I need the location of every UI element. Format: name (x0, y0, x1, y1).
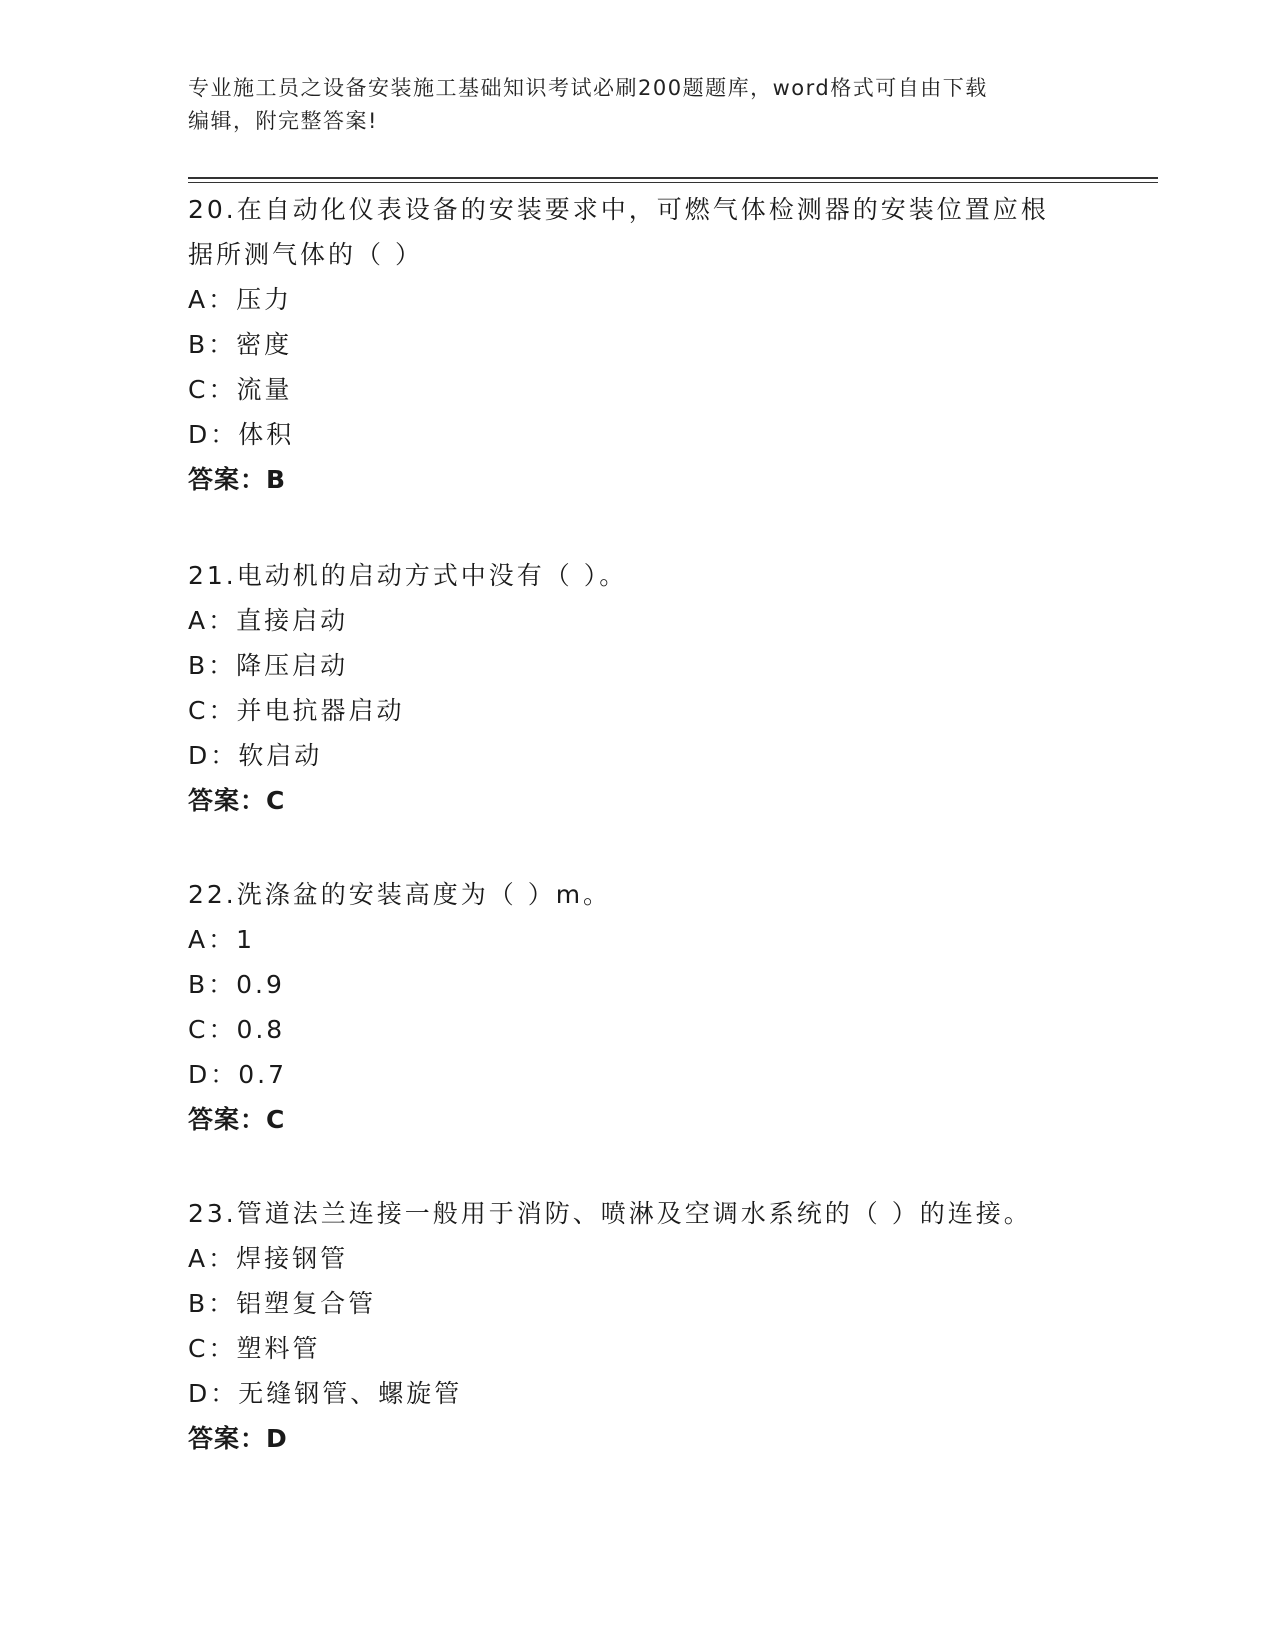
option-a: A：1 (188, 925, 256, 954)
question-stem: 22.洗涤盆的安装高度为（ ）m。 (188, 880, 612, 909)
option-d: D：无缝钢管、螺旋管 (188, 1379, 463, 1408)
question-stem: 21.电动机的启动方式中没有（ ）。 (188, 561, 628, 590)
question-stem-continued: 据所测气体的（ ） (188, 240, 423, 269)
option-b: B：密度 (188, 330, 293, 359)
answer-line: 答案：C (188, 786, 286, 815)
option-a: A：压力 (188, 285, 293, 314)
answer-line: 答案：B (188, 465, 287, 494)
option-c: C：并电抗器启动 (188, 696, 405, 725)
question-stem: 20.在自动化仪表设备的安装要求中，可燃气体检测器的安装位置应根 (188, 195, 1049, 224)
header-line-2: 编辑，附完整答案! (188, 109, 378, 133)
option-a: A：直接启动 (188, 606, 349, 635)
option-c: C：流量 (188, 375, 293, 404)
header-divider-thin (188, 182, 1158, 183)
question-20 (188, 187, 1088, 502)
option-a: A：焊接钢管 (188, 1244, 349, 1273)
option-d: D：体积 (188, 420, 295, 449)
question-21 (188, 553, 1088, 823)
header-line-1: 专业施工员之设备安装施工基础知识考试必刷200题题库，word格式可自由下载 (188, 76, 988, 100)
option-c: C：0.8 (188, 1015, 286, 1044)
header-divider-thick (188, 177, 1158, 179)
document-header (188, 72, 1088, 138)
option-b: B：0.9 (188, 970, 285, 999)
option-b: B：铝塑复合管 (188, 1289, 377, 1318)
option-c: C：塑料管 (188, 1334, 321, 1363)
question-stem: 23.管道法兰连接一般用于消防、喷淋及空调水系统的（ ）的连接。 (188, 1199, 1032, 1228)
answer-line: 答案：D (188, 1424, 288, 1453)
option-d: D：软启动 (188, 741, 323, 770)
option-d: D：0.7 (188, 1060, 288, 1089)
option-b: B：降压启动 (188, 651, 349, 680)
answer-line: 答案：C (188, 1105, 286, 1134)
question-22 (188, 872, 1088, 1142)
question-23 (188, 1191, 1088, 1461)
